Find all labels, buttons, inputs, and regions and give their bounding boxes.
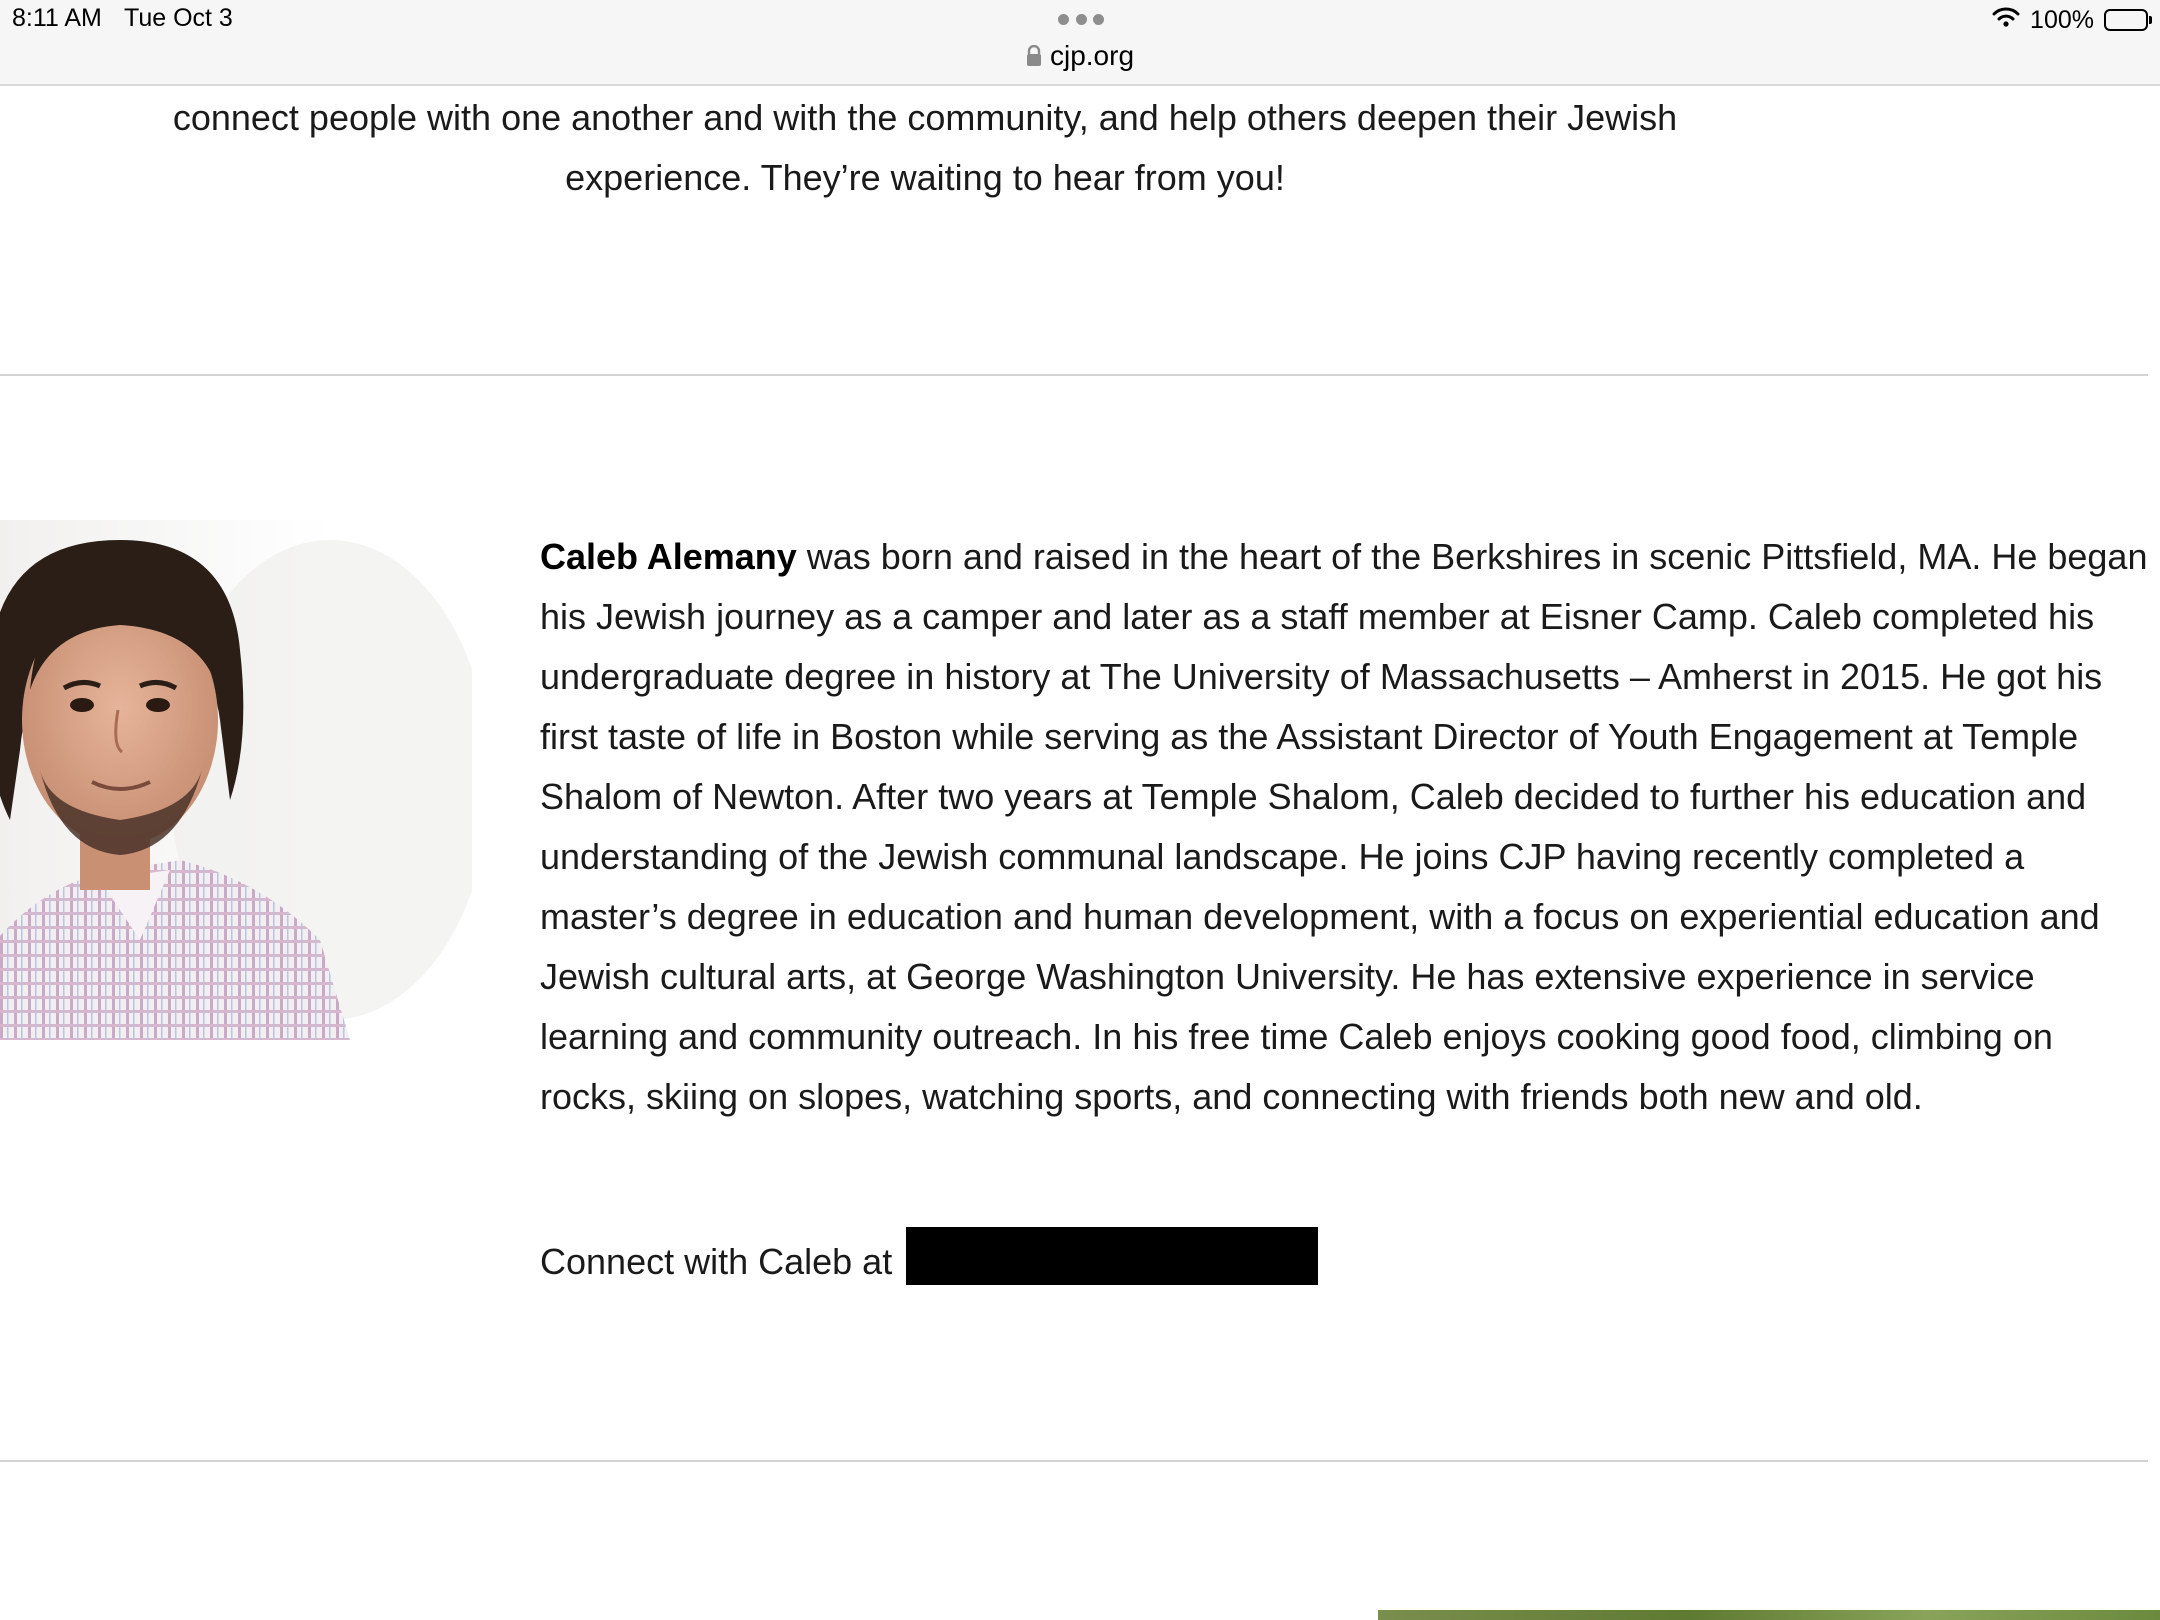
url-text: cjp.org	[1049, 40, 1135, 71]
lock-icon	[1026, 42, 1042, 74]
intro-line-2: experience. They’re waiting to hear from you!	[565, 157, 1285, 198]
multitasking-dots-icon[interactable]	[1058, 14, 1104, 26]
status-indicators	[1992, 4, 2148, 36]
intro-paragraph	[130, 88, 1720, 208]
profile-bio	[540, 527, 2152, 1127]
next-section-image	[1378, 1610, 2160, 1620]
status-time: 8:11 AM	[12, 4, 102, 32]
redacted-email-block	[906, 1227, 1318, 1285]
status-date: Tue Oct 3	[124, 4, 233, 32]
connect-label: Connect with Caleb at	[540, 1241, 893, 1282]
bio-text: was born and raised in the heart of the Berkshires in scenic Pittsfield, MA. He began his Jewish journey as a camper and later as a staff member at Eisner Camp. Caleb completed his undergraduate degree in history at The University of Massachusetts – Amherst in 2015. He got his first taste of life in Boston while serving as the Assistant Director of Youth Engagement at Temple Shalom of Newton. After two years at Temple Shalom, Caleb decided to further his education and understanding of the Jewish communal landscape. He joins CJP having recently completed a master’s degree in education and human development, with a focus on experiential education and Jewish cultural arts, at George Washington University. He has extensive experience in service learning and community outreach. In his free time Caleb enjoys cooking good food, climbing on rocks, skiing on slopes, watching sports, and connecting with friends both new and old.	[540, 536, 2148, 1117]
battery-icon	[2104, 9, 2148, 31]
section-divider	[0, 1460, 2148, 1462]
address-bar[interactable]	[0, 40, 2160, 74]
browser-status-bar	[0, 0, 2160, 86]
battery-percent: 100%	[2030, 5, 2094, 34]
intro-line-1: connect people with one another and with the community, and help others deepen their Jewish	[172, 97, 1678, 138]
profile-name: Caleb Alemany	[540, 536, 797, 577]
wifi-icon	[1992, 6, 2020, 35]
profile-photo	[0, 520, 472, 1040]
section-divider	[0, 374, 2148, 376]
